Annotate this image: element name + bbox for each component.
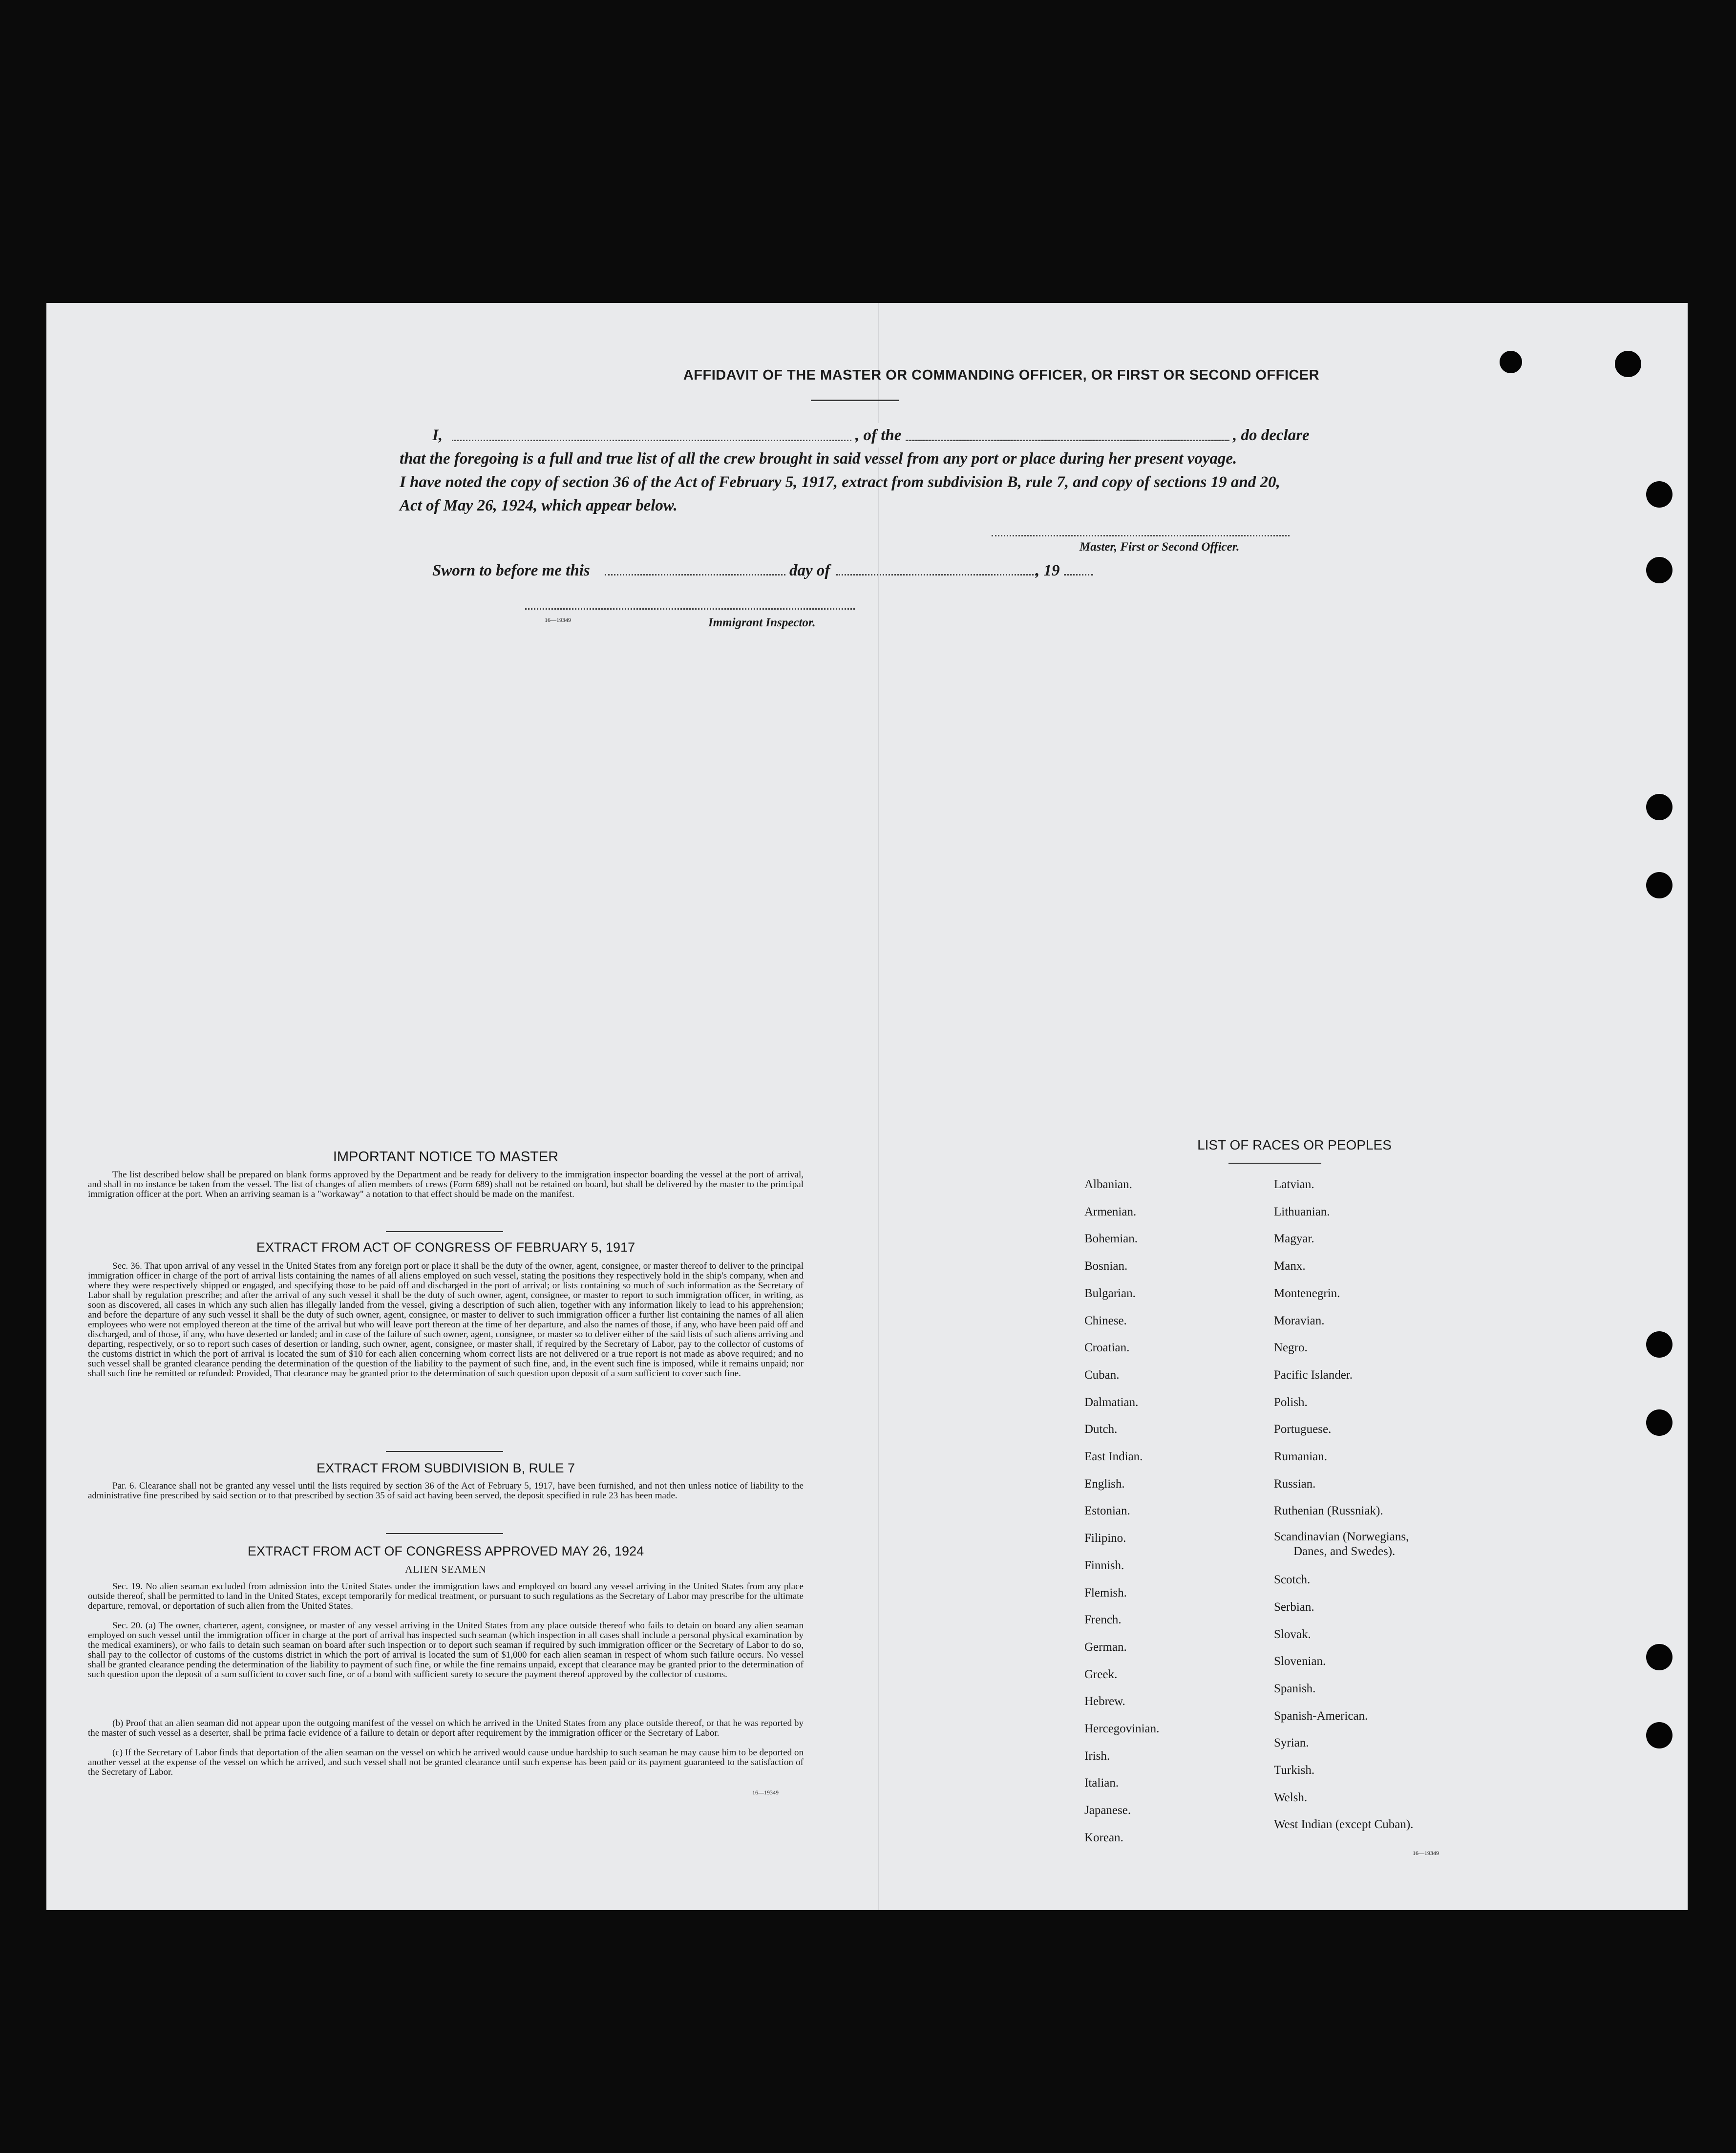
- race-item: Irish.: [1084, 1749, 1110, 1763]
- sworn-year-field[interactable]: [1064, 574, 1093, 576]
- inspector-signature-label: Immigrant Inspector.: [708, 616, 816, 629]
- divider: [386, 1231, 503, 1232]
- punch-hole: [1646, 872, 1672, 898]
- race-item: Hebrew.: [1084, 1695, 1125, 1708]
- extract-1924-sec20c: (c) If the Secretary of Labor finds that deportation of the alien seaman on the vessel on which he arrived would cause undue hardship to such seaman he may cause him to be deported on another vessel at the expense of the vessel on which he arrived, and such vessel shall not be granted clearance until such expense has been paid or its payment guaranteed to the satisfaction of the Secretary of Labor.: [88, 1748, 804, 1777]
- races-form-number: 16—19349: [1413, 1850, 1439, 1856]
- race-item: Russian.: [1274, 1477, 1316, 1491]
- punch-hole: [1646, 794, 1672, 820]
- race-item: Lithuanian.: [1274, 1205, 1330, 1218]
- race-item: Hercegovinian.: [1084, 1722, 1160, 1736]
- race-item: West Indian (except Cuban).: [1274, 1818, 1414, 1832]
- notice-title: IMPORTANT NOTICE TO MASTER: [333, 1149, 559, 1165]
- divider: [386, 1451, 503, 1452]
- race-item: Italian.: [1084, 1776, 1119, 1790]
- notice-text: The list described below shall be prepared on blank forms approved by the Department and be ready for delivery to the immigration inspector boarding the vessel at the port of arrival, and shall in no instance be taken from the vessel. The list of changes of alien members of crews (Form 689) shall not be retained on board, but shall be delivered by the master to the principal immigration officer at the port. When an arriving seaman is a "workaway" a notation to that effect should be made on the manifest.: [88, 1170, 804, 1199]
- rule7-title: EXTRACT FROM SUBDIVISION B, RULE 7: [316, 1461, 575, 1475]
- race-item: Slovak.: [1274, 1627, 1311, 1641]
- extract-1924-sec20b: (b) Proof that an alien seaman did not appear upon the outgoing manifest of the vessel on which he arrived in the United States from any place outside thereof, or that he was reported by the master of such vessel as a deserter, shall be prima facie evidence of a failure to detain or deport after requirement by the immigration officer or the Secretary of Labor.: [88, 1718, 804, 1738]
- race-item: Scandinavian (Norwegians,: [1274, 1530, 1409, 1544]
- race-item: Turkish.: [1274, 1764, 1315, 1777]
- affidavit-form-number: 16—19349: [545, 617, 571, 623]
- sworn-day-field[interactable]: [605, 574, 785, 576]
- race-item: Japanese.: [1084, 1804, 1131, 1817]
- race-item: Flemish.: [1084, 1586, 1127, 1599]
- race-item: Syrian.: [1274, 1736, 1309, 1750]
- race-item: German.: [1084, 1640, 1127, 1654]
- race-item: Bulgarian.: [1084, 1286, 1136, 1300]
- race-item: Scotch.: [1274, 1573, 1311, 1587]
- extract-1917-title: EXTRACT FROM ACT OF CONGRESS OF FEBRUARY 5, 1917: [256, 1240, 635, 1255]
- race-item: Moravian.: [1274, 1314, 1325, 1327]
- race-item: Armenian.: [1084, 1205, 1137, 1218]
- center-fold: [878, 303, 879, 1910]
- race-item: Bohemian.: [1084, 1232, 1138, 1246]
- affidavit-line-3: I have noted the copy of section 36 of the Act of February 5, 1917, extract from subdivision B, rule 7, and copy of sections 19 and 20,: [400, 473, 1280, 491]
- race-item: Greek.: [1084, 1667, 1118, 1681]
- affidavit-title: AFFIDAVIT OF THE MASTER OR COMMANDING OFFICER, OR FIRST OR SECOND OFFICER: [683, 367, 1320, 383]
- race-item: Manx.: [1274, 1259, 1306, 1273]
- year-label: , 19: [1036, 562, 1060, 579]
- sworn-label: Sworn to before me this: [432, 562, 590, 579]
- race-item: English.: [1084, 1477, 1125, 1491]
- notice-form-number: 16—19349: [752, 1789, 779, 1796]
- extract-1924-subtitle: ALIEN SEAMEN: [405, 1563, 487, 1575]
- race-item: Welsh.: [1274, 1791, 1308, 1804]
- affidavit-line-2: that the foregoing is a full and true list of all the crew brought in said vessel from any port or place during her present voyage.: [400, 450, 1237, 468]
- punch-hole: [1646, 1644, 1672, 1670]
- punch-hole: [1646, 557, 1672, 583]
- punch-hole: [1646, 1331, 1672, 1358]
- race-item: Magyar.: [1274, 1232, 1314, 1246]
- races-column-1: [1084, 1171, 1159, 1852]
- race-item: Spanish-American.: [1274, 1709, 1368, 1723]
- day-of-label: day of: [789, 562, 830, 579]
- race-item: Dalmatian.: [1084, 1395, 1139, 1409]
- races-title-underline: [1228, 1163, 1321, 1164]
- i-label: I,: [432, 426, 443, 444]
- race-item: Ruthenian (Russniak).: [1274, 1504, 1383, 1518]
- races-title: LIST OF RACES OR PEOPLES: [1197, 1137, 1392, 1152]
- title-underline: [811, 400, 899, 401]
- vessel-name-field[interactable]: [906, 440, 1228, 441]
- extract-1924-title: EXTRACT FROM ACT OF CONGRESS APPROVED MAY 26, 1924: [247, 1544, 644, 1558]
- race-item: Portuguese.: [1274, 1423, 1332, 1436]
- race-item: Latvian.: [1274, 1178, 1314, 1191]
- punch-hole: [1646, 481, 1672, 508]
- of-the-label: , of the: [852, 423, 904, 448]
- race-item: Danes, and Swedes).: [1293, 1545, 1396, 1558]
- sworn-month-field[interactable]: [836, 574, 1037, 576]
- master-signature-label: Master, First or Second Officer.: [1080, 540, 1240, 554]
- race-item: East Indian.: [1084, 1450, 1143, 1464]
- do-declare-label: , do declare: [1230, 423, 1313, 448]
- race-item: Cuban.: [1084, 1368, 1120, 1382]
- race-item: Filipino.: [1084, 1532, 1126, 1545]
- race-item: Albanian.: [1084, 1178, 1132, 1191]
- race-item: Spanish.: [1274, 1682, 1316, 1695]
- race-item: Croatian.: [1084, 1341, 1130, 1355]
- punch-hole: [1646, 1722, 1672, 1748]
- divider: [386, 1533, 503, 1534]
- race-item: Slovenian.: [1274, 1655, 1326, 1668]
- race-item: Negro.: [1274, 1341, 1308, 1355]
- races-column-2: [1274, 1171, 1413, 1838]
- race-item: French.: [1084, 1613, 1122, 1627]
- extract-1924-sec20a: Sec. 20. (a) The owner, charterer, agent, consignee, or master of any vessel arriving in the United States from any place outside thereof who fails to detain on board any alien seaman employed on such vessel until the immigration officer in charge at the port of arrival has inspected such seaman (which inspection in all cases shall include a personal physical examination by the medical examiners), or who fails to detain such seaman on board after such inspection or to deport such seaman if required by such immigration officer or the Secretary of Labor to do so, shall pay to the collector of customs of the customs district in which the port of arrival is located the sum of $1,000 for each alien seaman in respect of whom such failure occurs. No vessel shall be granted clearance pending the determination of the liability to payment of such fine, or while the fine remains unpaid, except that clearance may be granted prior to the determination of such question upon the deposit of a sum sufficient to cover such fine, or of a bond with sufficient surety to secure the payment thereof approved by the collector of customs.: [88, 1620, 804, 1680]
- race-item: Rumanian.: [1274, 1450, 1328, 1464]
- race-item: Chinese.: [1084, 1314, 1127, 1327]
- race-item: Pacific Islander.: [1274, 1368, 1353, 1382]
- sworn-line: [432, 558, 1116, 583]
- race-item: Bosnian.: [1084, 1259, 1128, 1273]
- race-item: Polish.: [1274, 1395, 1308, 1409]
- punch-hole: [1646, 1409, 1672, 1436]
- race-item: Dutch.: [1084, 1423, 1118, 1436]
- race-item: Serbian.: [1274, 1600, 1314, 1614]
- extract-1917-text: Sec. 36. That upon arrival of any vessel in the United States from any foreign port or place it shall be the duty of the owner, agent, consignee, or master thereof to deliver to the principal immigration officer in charge of the port of arrival lists containing the names of all aliens employed on such vessel, stating the positions they respectively hold in the ship's company, when and where they were respectively shipped or engaged, and specifying those to be paid off and discharged in the port of arrival; or lists containing so much of such information as the Secretary of Labor shall by regulation prescribe; and after the arrival of any such vessel it shall be the duty of such owner, agent, consignee, or master to report to such immigration officer, in writing, as soon as discovered, all cases in which any such alien has illegally landed from the vessel, giving a description of such alien, together with any information likely to lead to his apprehension; and before the departure of any such vessel it shall be the duty of such owner, agent, consignee, or master to deliver to such immigration officer a further list containing the names of all alien employees who were not employed thereon at the time of the arrival but who will leave port thereon at the time of her departure, and also the names of those, if any, who have been paid off and discharged, and of those, if any, who have deserted or landed; and in case of the failure of such owner, agent, consignee, or master so to deliver either of the said lists of such aliens arriving and departing, respectively, or so to report such cases of desertion or landing, such owner, agent, consignee, or master shall, if required by the Secretary of Labor, pay to the collector of customs of the customs district in which the port of arrival is located the sum of $10 for each alien concerning whom correct lists are not delivered or a true report is not made as above required; and no such vessel shall be granted clearance pending the determination of the question of the liability to the payment of such fine, and, in the event such fine is imposed, while it remains unpaid; nor shall such fine be remitted or refunded: Provided, That clearance may be granted prior to the determination of such question upon deposit of a sum sufficient to cover such fine.: [88, 1261, 804, 1379]
- affidavit-line-4: Act of May 26, 1924, which appear below.: [400, 497, 677, 514]
- rule7-text: Par. 6. Clearance shall not be granted any vessel until the lists required by section 36 of the Act of February 5, 1917, have been furnished, and not then unless notice of liability to the administrative fine prescribed by said section or to that prescribed by section 35 of said act having been served, the deposit specified in rule 23 has been made.: [88, 1481, 804, 1501]
- race-item: Korean.: [1084, 1831, 1123, 1844]
- race-item: Finnish.: [1084, 1558, 1124, 1572]
- inspector-signature-field[interactable]: [525, 608, 855, 610]
- race-item: Estonian.: [1084, 1504, 1130, 1518]
- race-item: Montenegrin.: [1274, 1286, 1340, 1300]
- extract-1924-sec19: Sec. 19. No alien seaman excluded from admission into the United States under the immigration laws and employed on board any vessel arriving in the United States from any place outside thereof, shall be permitted to land in the United States, except temporarily for medical treatment, or pursuant to such regulations as the Secretary of Labor may prescribe for the ultimate departure, removal, or deportation of such alien from the United States.: [88, 1581, 804, 1611]
